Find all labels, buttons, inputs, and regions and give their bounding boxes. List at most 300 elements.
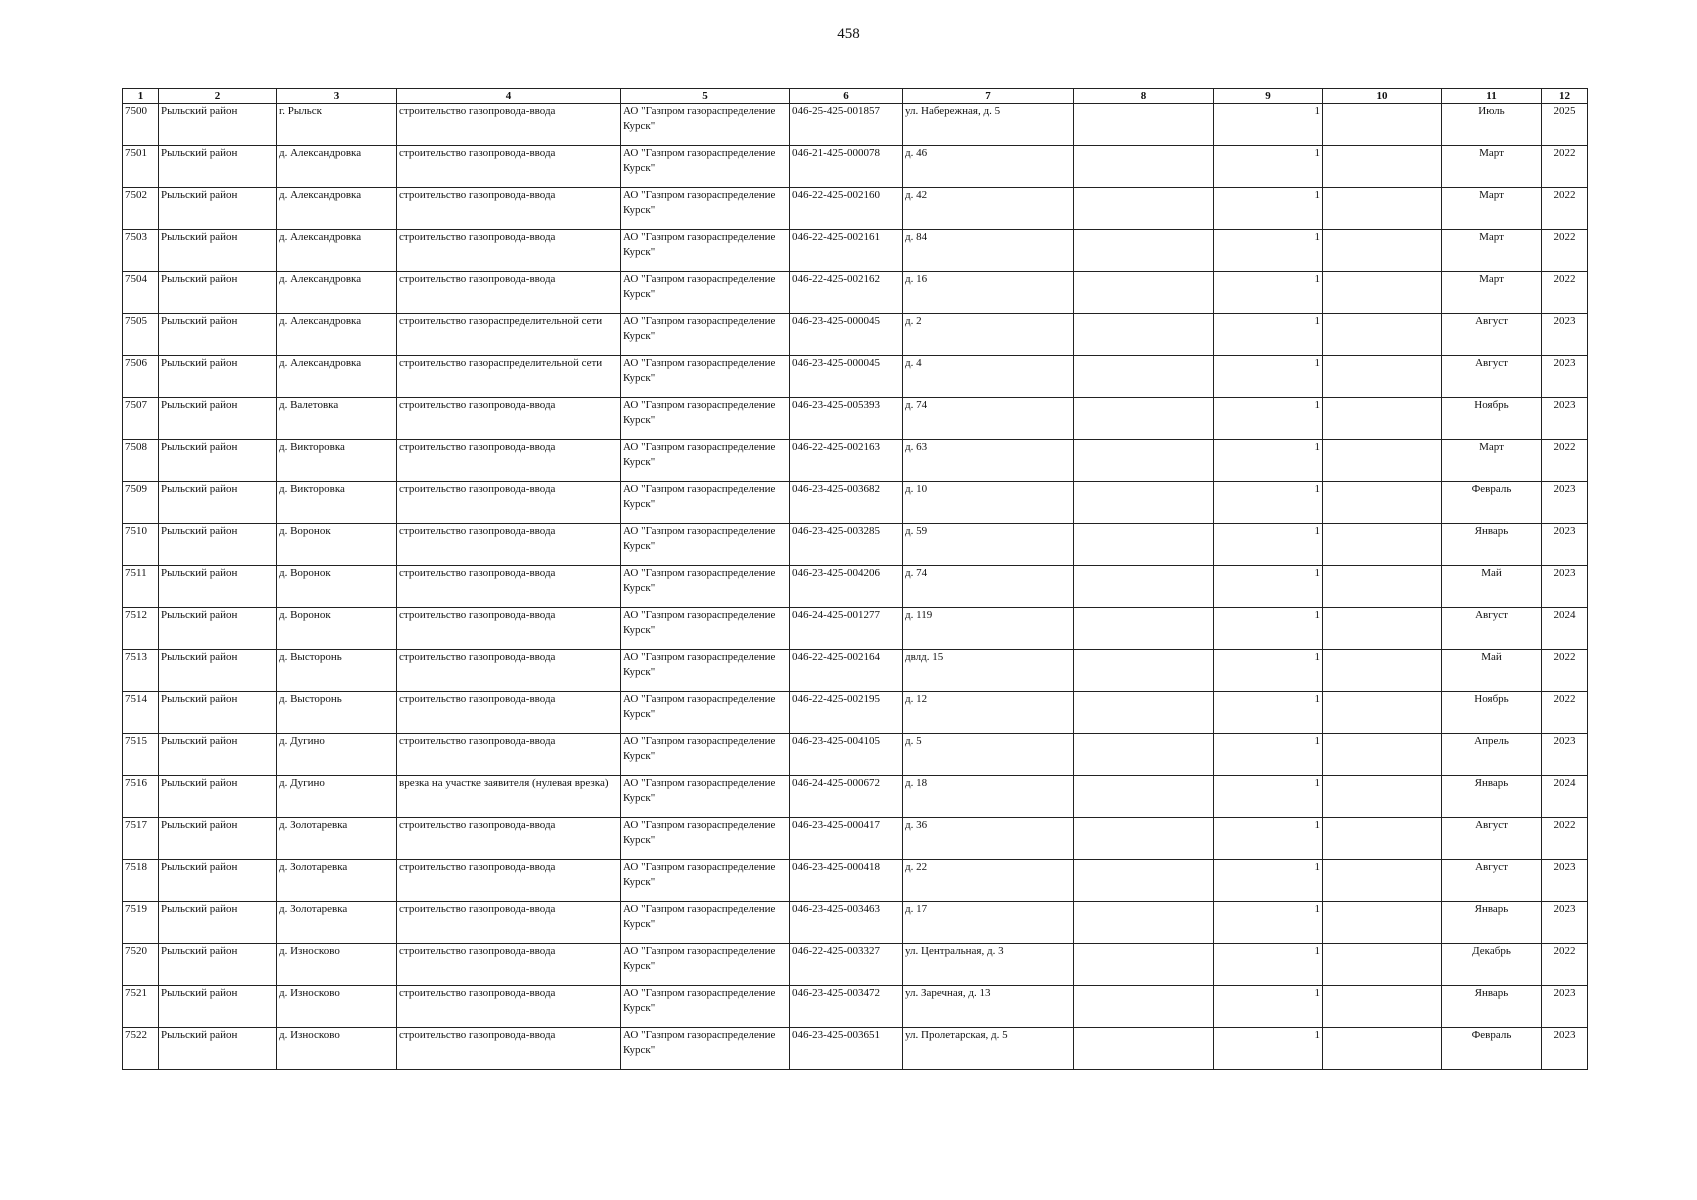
table-row [123,902,1588,944]
organization-cell: АО "Газпром газораспределение Курск" [621,230,790,272]
application-code-cell: 046-22-425-002164 [790,650,903,692]
column-header: 10 [1323,89,1442,104]
column-8-cell [1074,104,1214,146]
address-cell: двлд. 15 [903,650,1074,692]
locality-cell: д. Александровка [277,272,397,314]
column-header: 12 [1542,89,1588,104]
work-type-cell: строительство газораспределительной сети [397,356,621,398]
column-10-cell [1323,440,1442,482]
column-8-cell [1074,230,1214,272]
row-number-cell: 7512 [123,608,159,650]
quantity-cell: 1 [1214,902,1323,944]
organization-cell: АО "Газпром газораспределение Курск" [621,566,790,608]
work-type-cell: строительство газопровода-ввода [397,272,621,314]
column-header: 4 [397,89,621,104]
locality-cell: д. Золотаревка [277,818,397,860]
table-row [123,692,1588,734]
quantity-cell: 1 [1214,944,1323,986]
application-code-cell: 046-22-425-002163 [790,440,903,482]
address-cell: ул. Пролетарская, д. 5 [903,1028,1074,1070]
column-header: 9 [1214,89,1323,104]
table-row [123,524,1588,566]
address-cell: ул. Центральная, д. 3 [903,944,1074,986]
organization-cell: АО "Газпром газораспределение Курск" [621,440,790,482]
year-cell: 2024 [1542,608,1588,650]
table-row [123,230,1588,272]
district-cell: Рыльский район [159,230,277,272]
application-code-cell: 046-22-425-002195 [790,692,903,734]
column-8-cell [1074,608,1214,650]
address-cell: д. 74 [903,398,1074,440]
column-10-cell [1323,230,1442,272]
application-code-cell: 046-23-425-003463 [790,902,903,944]
locality-cell: д. Износково [277,1028,397,1070]
table-row [123,146,1588,188]
row-number-cell: 7520 [123,944,159,986]
quantity-cell: 1 [1214,860,1323,902]
table-row [123,860,1588,902]
column-8-cell [1074,944,1214,986]
work-type-cell: строительство газопровода-ввода [397,524,621,566]
row-number-cell: 7510 [123,524,159,566]
address-cell: д. 42 [903,188,1074,230]
year-cell: 2023 [1542,398,1588,440]
application-code-cell: 046-23-425-003285 [790,524,903,566]
locality-cell: г. Рыльск [277,104,397,146]
work-type-cell: строительство газопровода-ввода [397,188,621,230]
work-type-cell: строительство газопровода-ввода [397,440,621,482]
year-cell: 2023 [1542,734,1588,776]
table-row [123,440,1588,482]
table-row [123,356,1588,398]
organization-cell: АО "Газпром газораспределение Курск" [621,188,790,230]
application-code-cell: 046-23-425-004105 [790,734,903,776]
address-cell: д. 12 [903,692,1074,734]
table-row [123,986,1588,1028]
row-number-cell: 7515 [123,734,159,776]
application-code-cell: 046-25-425-001857 [790,104,903,146]
district-cell: Рыльский район [159,188,277,230]
address-cell: д. 18 [903,776,1074,818]
locality-cell: д. Воронок [277,524,397,566]
column-10-cell [1323,860,1442,902]
year-cell: 2023 [1542,482,1588,524]
work-type-cell: строительство газопровода-ввода [397,692,621,734]
district-cell: Рыльский район [159,1028,277,1070]
year-cell: 2023 [1542,860,1588,902]
district-cell: Рыльский район [159,860,277,902]
application-code-cell: 046-23-425-003682 [790,482,903,524]
year-cell: 2023 [1542,524,1588,566]
locality-cell: д. Александровка [277,356,397,398]
application-code-cell: 046-21-425-000078 [790,146,903,188]
column-header: 3 [277,89,397,104]
month-cell: Март [1442,230,1542,272]
table-row [123,818,1588,860]
application-code-cell: 046-23-425-000045 [790,314,903,356]
district-cell: Рыльский район [159,440,277,482]
district-cell: Рыльский район [159,734,277,776]
year-cell: 2022 [1542,230,1588,272]
month-cell: Февраль [1442,1028,1542,1070]
district-cell: Рыльский район [159,272,277,314]
quantity-cell: 1 [1214,104,1323,146]
row-number-cell: 7504 [123,272,159,314]
organization-cell: АО "Газпром газораспределение Курск" [621,986,790,1028]
column-8-cell [1074,902,1214,944]
column-10-cell [1323,818,1442,860]
column-10-cell [1323,524,1442,566]
table-row [123,188,1588,230]
application-code-cell: 046-23-425-003472 [790,986,903,1028]
address-cell: д. 119 [903,608,1074,650]
year-cell: 2022 [1542,146,1588,188]
quantity-cell: 1 [1214,776,1323,818]
row-number-cell: 7519 [123,902,159,944]
locality-cell: д. Высторонь [277,650,397,692]
column-10-cell [1323,734,1442,776]
locality-cell: д. Высторонь [277,692,397,734]
column-8-cell [1074,734,1214,776]
column-8-cell [1074,146,1214,188]
district-cell: Рыльский район [159,776,277,818]
quantity-cell: 1 [1214,1028,1323,1070]
quantity-cell: 1 [1214,314,1323,356]
work-type-cell: строительство газопровода-ввода [397,986,621,1028]
application-code-cell: 046-24-425-001277 [790,608,903,650]
organization-cell: АО "Газпром газораспределение Курск" [621,272,790,314]
column-10-cell [1323,776,1442,818]
column-8-cell [1074,272,1214,314]
column-8-cell [1074,650,1214,692]
quantity-cell: 1 [1214,818,1323,860]
table-row [123,944,1588,986]
quantity-cell: 1 [1214,650,1323,692]
application-code-cell: 046-22-425-003327 [790,944,903,986]
month-cell: Август [1442,860,1542,902]
application-code-cell: 046-22-425-002160 [790,188,903,230]
column-8-cell [1074,692,1214,734]
district-cell: Рыльский район [159,944,277,986]
district-cell: Рыльский район [159,986,277,1028]
table-row [123,776,1588,818]
header-row [123,89,1588,104]
column-8-cell [1074,1028,1214,1070]
locality-cell: д. Александровка [277,230,397,272]
year-cell: 2023 [1542,566,1588,608]
quantity-cell: 1 [1214,566,1323,608]
column-8-cell [1074,188,1214,230]
quantity-cell: 1 [1214,188,1323,230]
locality-cell: д. Викторовка [277,440,397,482]
column-10-cell [1323,986,1442,1028]
district-cell: Рыльский район [159,314,277,356]
table-row [123,608,1588,650]
work-type-cell: строительство газопровода-ввода [397,230,621,272]
column-header: 5 [621,89,790,104]
column-header: 6 [790,89,903,104]
table-row [123,104,1588,146]
district-cell: Рыльский район [159,650,277,692]
application-code-cell: 046-23-425-000417 [790,818,903,860]
district-cell: Рыльский район [159,356,277,398]
month-cell: Март [1442,146,1542,188]
organization-cell: АО "Газпром газораспределение Курск" [621,692,790,734]
row-number-cell: 7522 [123,1028,159,1070]
work-type-cell: строительство газопровода-ввода [397,902,621,944]
work-type-cell: строительство газопровода-ввода [397,566,621,608]
column-10-cell [1323,104,1442,146]
column-8-cell [1074,566,1214,608]
month-cell: Август [1442,818,1542,860]
row-number-cell: 7507 [123,398,159,440]
page-number: 458 [837,26,860,42]
address-cell: д. 16 [903,272,1074,314]
organization-cell: АО "Газпром газораспределение Курск" [621,734,790,776]
year-cell: 2024 [1542,776,1588,818]
work-type-cell: строительство газораспределительной сети [397,314,621,356]
locality-cell: д. Износково [277,944,397,986]
application-code-cell: 046-23-425-004206 [790,566,903,608]
address-cell: д. 46 [903,146,1074,188]
address-cell: д. 4 [903,356,1074,398]
month-cell: Ноябрь [1442,398,1542,440]
work-type-cell: строительство газопровода-ввода [397,944,621,986]
application-code-cell: 046-23-425-000045 [790,356,903,398]
month-cell: Август [1442,608,1542,650]
row-number-cell: 7505 [123,314,159,356]
work-type-cell: строительство газопровода-ввода [397,398,621,440]
district-cell: Рыльский район [159,524,277,566]
table-row [123,1028,1588,1070]
address-cell: д. 36 [903,818,1074,860]
address-cell: д. 74 [903,566,1074,608]
quantity-cell: 1 [1214,272,1323,314]
row-number-cell: 7503 [123,230,159,272]
work-type-cell: строительство газопровода-ввода [397,482,621,524]
work-type-cell: строительство газопровода-ввода [397,650,621,692]
year-cell: 2022 [1542,944,1588,986]
district-cell: Рыльский район [159,482,277,524]
column-8-cell [1074,860,1214,902]
column-header: 8 [1074,89,1214,104]
locality-cell: д. Валетовка [277,398,397,440]
quantity-cell: 1 [1214,440,1323,482]
address-cell: ул. Набережная, д. 5 [903,104,1074,146]
column-10-cell [1323,650,1442,692]
address-cell: д. 63 [903,440,1074,482]
work-type-cell: строительство газопровода-ввода [397,734,621,776]
column-10-cell [1323,902,1442,944]
address-cell: д. 17 [903,902,1074,944]
table-row [123,272,1588,314]
month-cell: Апрель [1442,734,1542,776]
column-header: 11 [1442,89,1542,104]
address-cell: д. 10 [903,482,1074,524]
organization-cell: АО "Газпром газораспределение Курск" [621,1028,790,1070]
locality-cell: д. Золотаревка [277,860,397,902]
district-cell: Рыльский район [159,902,277,944]
column-10-cell [1323,482,1442,524]
address-cell: д. 2 [903,314,1074,356]
quantity-cell: 1 [1214,398,1323,440]
organization-cell: АО "Газпром газораспределение Курск" [621,356,790,398]
column-8-cell [1074,398,1214,440]
locality-cell: д. Воронок [277,566,397,608]
organization-cell: АО "Газпром газораспределение Курск" [621,818,790,860]
locality-cell: д. Воронок [277,608,397,650]
row-number-cell: 7509 [123,482,159,524]
application-code-cell: 046-22-425-002162 [790,272,903,314]
row-number-cell: 7518 [123,860,159,902]
month-cell: Май [1442,566,1542,608]
locality-cell: д. Александровка [277,314,397,356]
organization-cell: АО "Газпром газораспределение Курск" [621,608,790,650]
year-cell: 2022 [1542,692,1588,734]
organization-cell: АО "Газпром газораспределение Курск" [621,944,790,986]
table-row [123,650,1588,692]
row-number-cell: 7506 [123,356,159,398]
row-number-cell: 7514 [123,692,159,734]
row-number-cell: 7511 [123,566,159,608]
row-number-cell: 7521 [123,986,159,1028]
organization-cell: АО "Газпром газораспределение Курск" [621,398,790,440]
month-cell: Май [1442,650,1542,692]
locality-cell: д. Викторовка [277,482,397,524]
month-cell: Март [1442,272,1542,314]
locality-cell: д. Дугино [277,734,397,776]
district-cell: Рыльский район [159,398,277,440]
quantity-cell: 1 [1214,986,1323,1028]
year-cell: 2023 [1542,1028,1588,1070]
address-cell: д. 59 [903,524,1074,566]
month-cell: Январь [1442,986,1542,1028]
month-cell: Август [1442,356,1542,398]
address-cell: д. 5 [903,734,1074,776]
organization-cell: АО "Газпром газораспределение Курск" [621,902,790,944]
quantity-cell: 1 [1214,608,1323,650]
work-type-cell: строительство газопровода-ввода [397,146,621,188]
month-cell: Июль [1442,104,1542,146]
address-cell: ул. Заречная, д. 13 [903,986,1074,1028]
column-header: 7 [903,89,1074,104]
organization-cell: АО "Газпром газораспределение Курск" [621,482,790,524]
column-header: 1 [123,89,159,104]
work-type-cell: врезка на участке заявителя (нулевая врезка) [397,776,621,818]
organization-cell: АО "Газпром газораспределение Курск" [621,314,790,356]
locality-cell: д. Золотаревка [277,902,397,944]
organization-cell: АО "Газпром газораспределение Курск" [621,146,790,188]
row-number-cell: 7513 [123,650,159,692]
organization-cell: АО "Газпром газораспределение Курск" [621,104,790,146]
month-cell: Январь [1442,524,1542,566]
column-10-cell [1323,188,1442,230]
district-cell: Рыльский район [159,104,277,146]
row-number-cell: 7517 [123,818,159,860]
column-10-cell [1323,272,1442,314]
column-10-cell [1323,944,1442,986]
row-number-cell: 7501 [123,146,159,188]
column-8-cell [1074,314,1214,356]
table-row [123,734,1588,776]
month-cell: Март [1442,440,1542,482]
column-8-cell [1074,440,1214,482]
application-code-cell: 046-23-425-000418 [790,860,903,902]
work-type-cell: строительство газопровода-ввода [397,818,621,860]
year-cell: 2022 [1542,188,1588,230]
month-cell: Декабрь [1442,944,1542,986]
quantity-cell: 1 [1214,230,1323,272]
column-10-cell [1323,146,1442,188]
application-code-cell: 046-23-425-005393 [790,398,903,440]
column-8-cell [1074,776,1214,818]
column-10-cell [1323,356,1442,398]
year-cell: 2022 [1542,818,1588,860]
column-8-cell [1074,482,1214,524]
row-number-cell: 7500 [123,104,159,146]
year-cell: 2022 [1542,272,1588,314]
row-number-cell: 7502 [123,188,159,230]
column-10-cell [1323,1028,1442,1070]
locality-cell: д. Александровка [277,188,397,230]
column-10-cell [1323,566,1442,608]
year-cell: 2023 [1542,986,1588,1028]
address-cell: д. 84 [903,230,1074,272]
column-header: 2 [159,89,277,104]
locality-cell: д. Дугино [277,776,397,818]
district-cell: Рыльский район [159,818,277,860]
application-code-cell: 046-24-425-000672 [790,776,903,818]
quantity-cell: 1 [1214,692,1323,734]
table-row [123,314,1588,356]
column-8-cell [1074,524,1214,566]
month-cell: Январь [1442,902,1542,944]
quantity-cell: 1 [1214,482,1323,524]
organization-cell: АО "Газпром газораспределение Курск" [621,524,790,566]
column-8-cell [1074,356,1214,398]
work-type-cell: строительство газопровода-ввода [397,1028,621,1070]
organization-cell: АО "Газпром газораспределение Курск" [621,650,790,692]
year-cell: 2022 [1542,440,1588,482]
year-cell: 2023 [1542,356,1588,398]
application-code-cell: 046-23-425-003651 [790,1028,903,1070]
district-cell: Рыльский район [159,692,277,734]
quantity-cell: 1 [1214,734,1323,776]
column-8-cell [1074,986,1214,1028]
district-cell: Рыльский район [159,146,277,188]
column-10-cell [1323,692,1442,734]
month-cell: Январь [1442,776,1542,818]
work-type-cell: строительство газопровода-ввода [397,608,621,650]
address-cell: д. 22 [903,860,1074,902]
column-10-cell [1323,398,1442,440]
registry-table [122,88,1588,1070]
application-code-cell: 046-22-425-002161 [790,230,903,272]
month-cell: Март [1442,188,1542,230]
district-cell: Рыльский район [159,566,277,608]
quantity-cell: 1 [1214,146,1323,188]
year-cell: 2023 [1542,902,1588,944]
row-number-cell: 7508 [123,440,159,482]
year-cell: 2023 [1542,314,1588,356]
district-cell: Рыльский район [159,608,277,650]
locality-cell: д. Износково [277,986,397,1028]
year-cell: 2025 [1542,104,1588,146]
month-cell: Август [1442,314,1542,356]
locality-cell: д. Александровка [277,146,397,188]
year-cell: 2022 [1542,650,1588,692]
month-cell: Февраль [1442,482,1542,524]
